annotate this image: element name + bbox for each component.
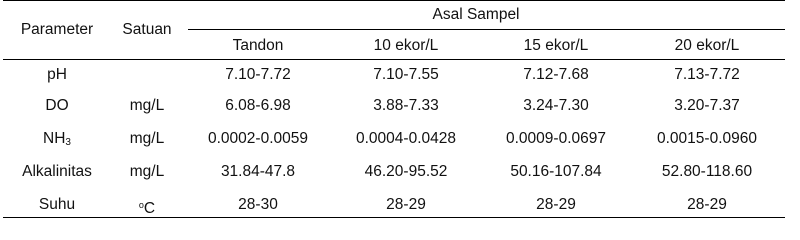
row-unit-celsius: $^o$C	[138, 200, 156, 217]
bottom-rule	[3, 217, 785, 218]
header-bottom-rule	[3, 59, 785, 60]
row-unit: mg/L	[129, 163, 165, 180]
header-satuan: Satuan	[122, 21, 172, 38]
row-value: 3.24-7.30	[523, 97, 589, 114]
row-value: 6.08-6.98	[225, 97, 291, 114]
row-value: 0.0004-0.0428	[356, 130, 456, 147]
row-value: 3.88-7.33	[373, 97, 439, 114]
header-col-tandon: Tandon	[232, 37, 284, 54]
row-value: 3.20-7.37	[674, 97, 740, 114]
row-value: 52.80-118.60	[661, 163, 753, 180]
header-parameter: Parameter	[20, 21, 94, 38]
row-param-do: DO	[45, 97, 69, 114]
row-value: 7.10-7.72	[225, 66, 291, 83]
row-param-alkalinitas: Alkalinitas	[22, 163, 92, 180]
top-rule	[3, 0, 785, 1]
row-value: 7.10-7.55	[373, 66, 439, 83]
row-value: 28-30	[238, 196, 278, 213]
row-unit: mg/L	[129, 97, 165, 114]
data-table	[3, 0, 785, 220]
group-underline	[188, 29, 785, 30]
row-value: 46.20-95.52	[364, 163, 448, 180]
row-value: 28-29	[386, 196, 426, 213]
header-col-15-ekor: 15 ekor/L	[523, 37, 589, 54]
row-param-ph: pH	[47, 66, 67, 83]
row-value: 28-29	[536, 196, 576, 213]
row-value: 31.84-47.8	[220, 163, 296, 180]
row-value: 50.16-107.84	[510, 163, 602, 180]
row-param-nh3: NH3	[43, 130, 71, 148]
row-unit: mg/L	[129, 130, 165, 147]
row-value: 7.13-7.72	[674, 66, 740, 83]
row-value: 0.0002-0.0059	[208, 130, 308, 147]
row-param-suhu: Suhu	[38, 196, 76, 213]
row-value: 0.0009-0.0697	[506, 130, 606, 147]
row-value: 0.0015-0.0960	[657, 130, 757, 147]
row-value: 7.12-7.68	[523, 66, 589, 83]
header-group-asal-sampel: Asal Sampel	[432, 6, 520, 23]
header-col-20-ekor: 20 ekor/L	[674, 37, 740, 54]
header-col-10-ekor: 10 ekor/L	[373, 37, 439, 54]
row-value: 28-29	[687, 196, 727, 213]
